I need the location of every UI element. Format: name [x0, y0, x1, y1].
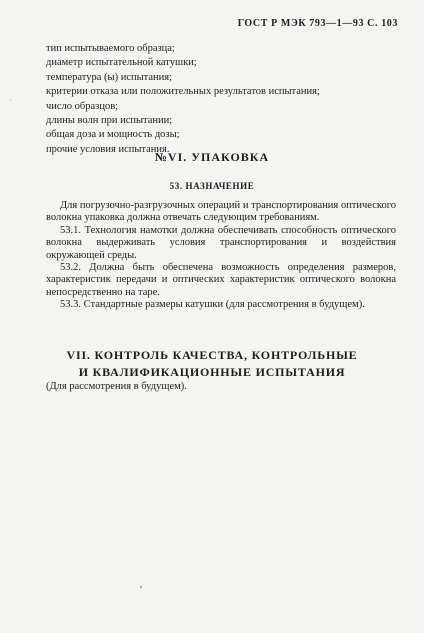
paragraph: 53.1. Технология намотки должна обеспечивать способность оптического волокна выдерживать условия транспортирования и воздействия окружающей среды. [46, 224, 396, 261]
list-item: длины волн при испытании; [46, 115, 173, 127]
future-note: (Для рассмотрения в будущем). [46, 381, 187, 392]
section-title-line: VII. КОНТРОЛЬ КАЧЕСТВА, КОНТРОЛЬНЫЕ [66, 348, 358, 362]
scan-mark: ′ [140, 585, 143, 596]
list-item: общая доза и мощность дозы; [46, 129, 180, 141]
paragraph: 53.2. Должна быть обеспечена возможность определения размеров, характеристик передачи и оптических характеристик оптического волокна непосредственно на таре. [46, 262, 396, 298]
list-item: прочие условия испытания. [46, 143, 170, 155]
section-title-quality-control [0, 347, 424, 381]
paragraph: Для погрузочно-разгрузочных операций и транспортирования оптического волокна упаковка должна отвечать следующим требованиям. [46, 200, 396, 224]
subsection-title-purpose: 53. НАЗНАЧЕНИЕ [169, 181, 255, 191]
section-body [46, 200, 396, 312]
list-item: температура (ы) испытания; [46, 71, 173, 83]
section-title-packaging: №VI. УПАКОВКА [154, 150, 270, 164]
paragraph: 53.3. Стандартные размеры катушки (для рассмотрения в будущем). [60, 299, 365, 311]
list-item: диаметр испытательной катушки; [46, 57, 197, 69]
test-conditions-list [46, 42, 406, 157]
list-item: тип испытываемого образца; [46, 43, 175, 54]
scan-mark: · [9, 96, 12, 105]
section-title-line: И КВАЛИФИКАЦИОННЫЕ ИСПЫТАНИЯ [78, 365, 346, 379]
list-item: критерии отказа или положительных результатов испытания; [46, 86, 320, 98]
page-header: ГОСТ Р МЭК 793—1—93 С. 103 [237, 18, 398, 29]
list-item: число образцов; [46, 100, 119, 112]
